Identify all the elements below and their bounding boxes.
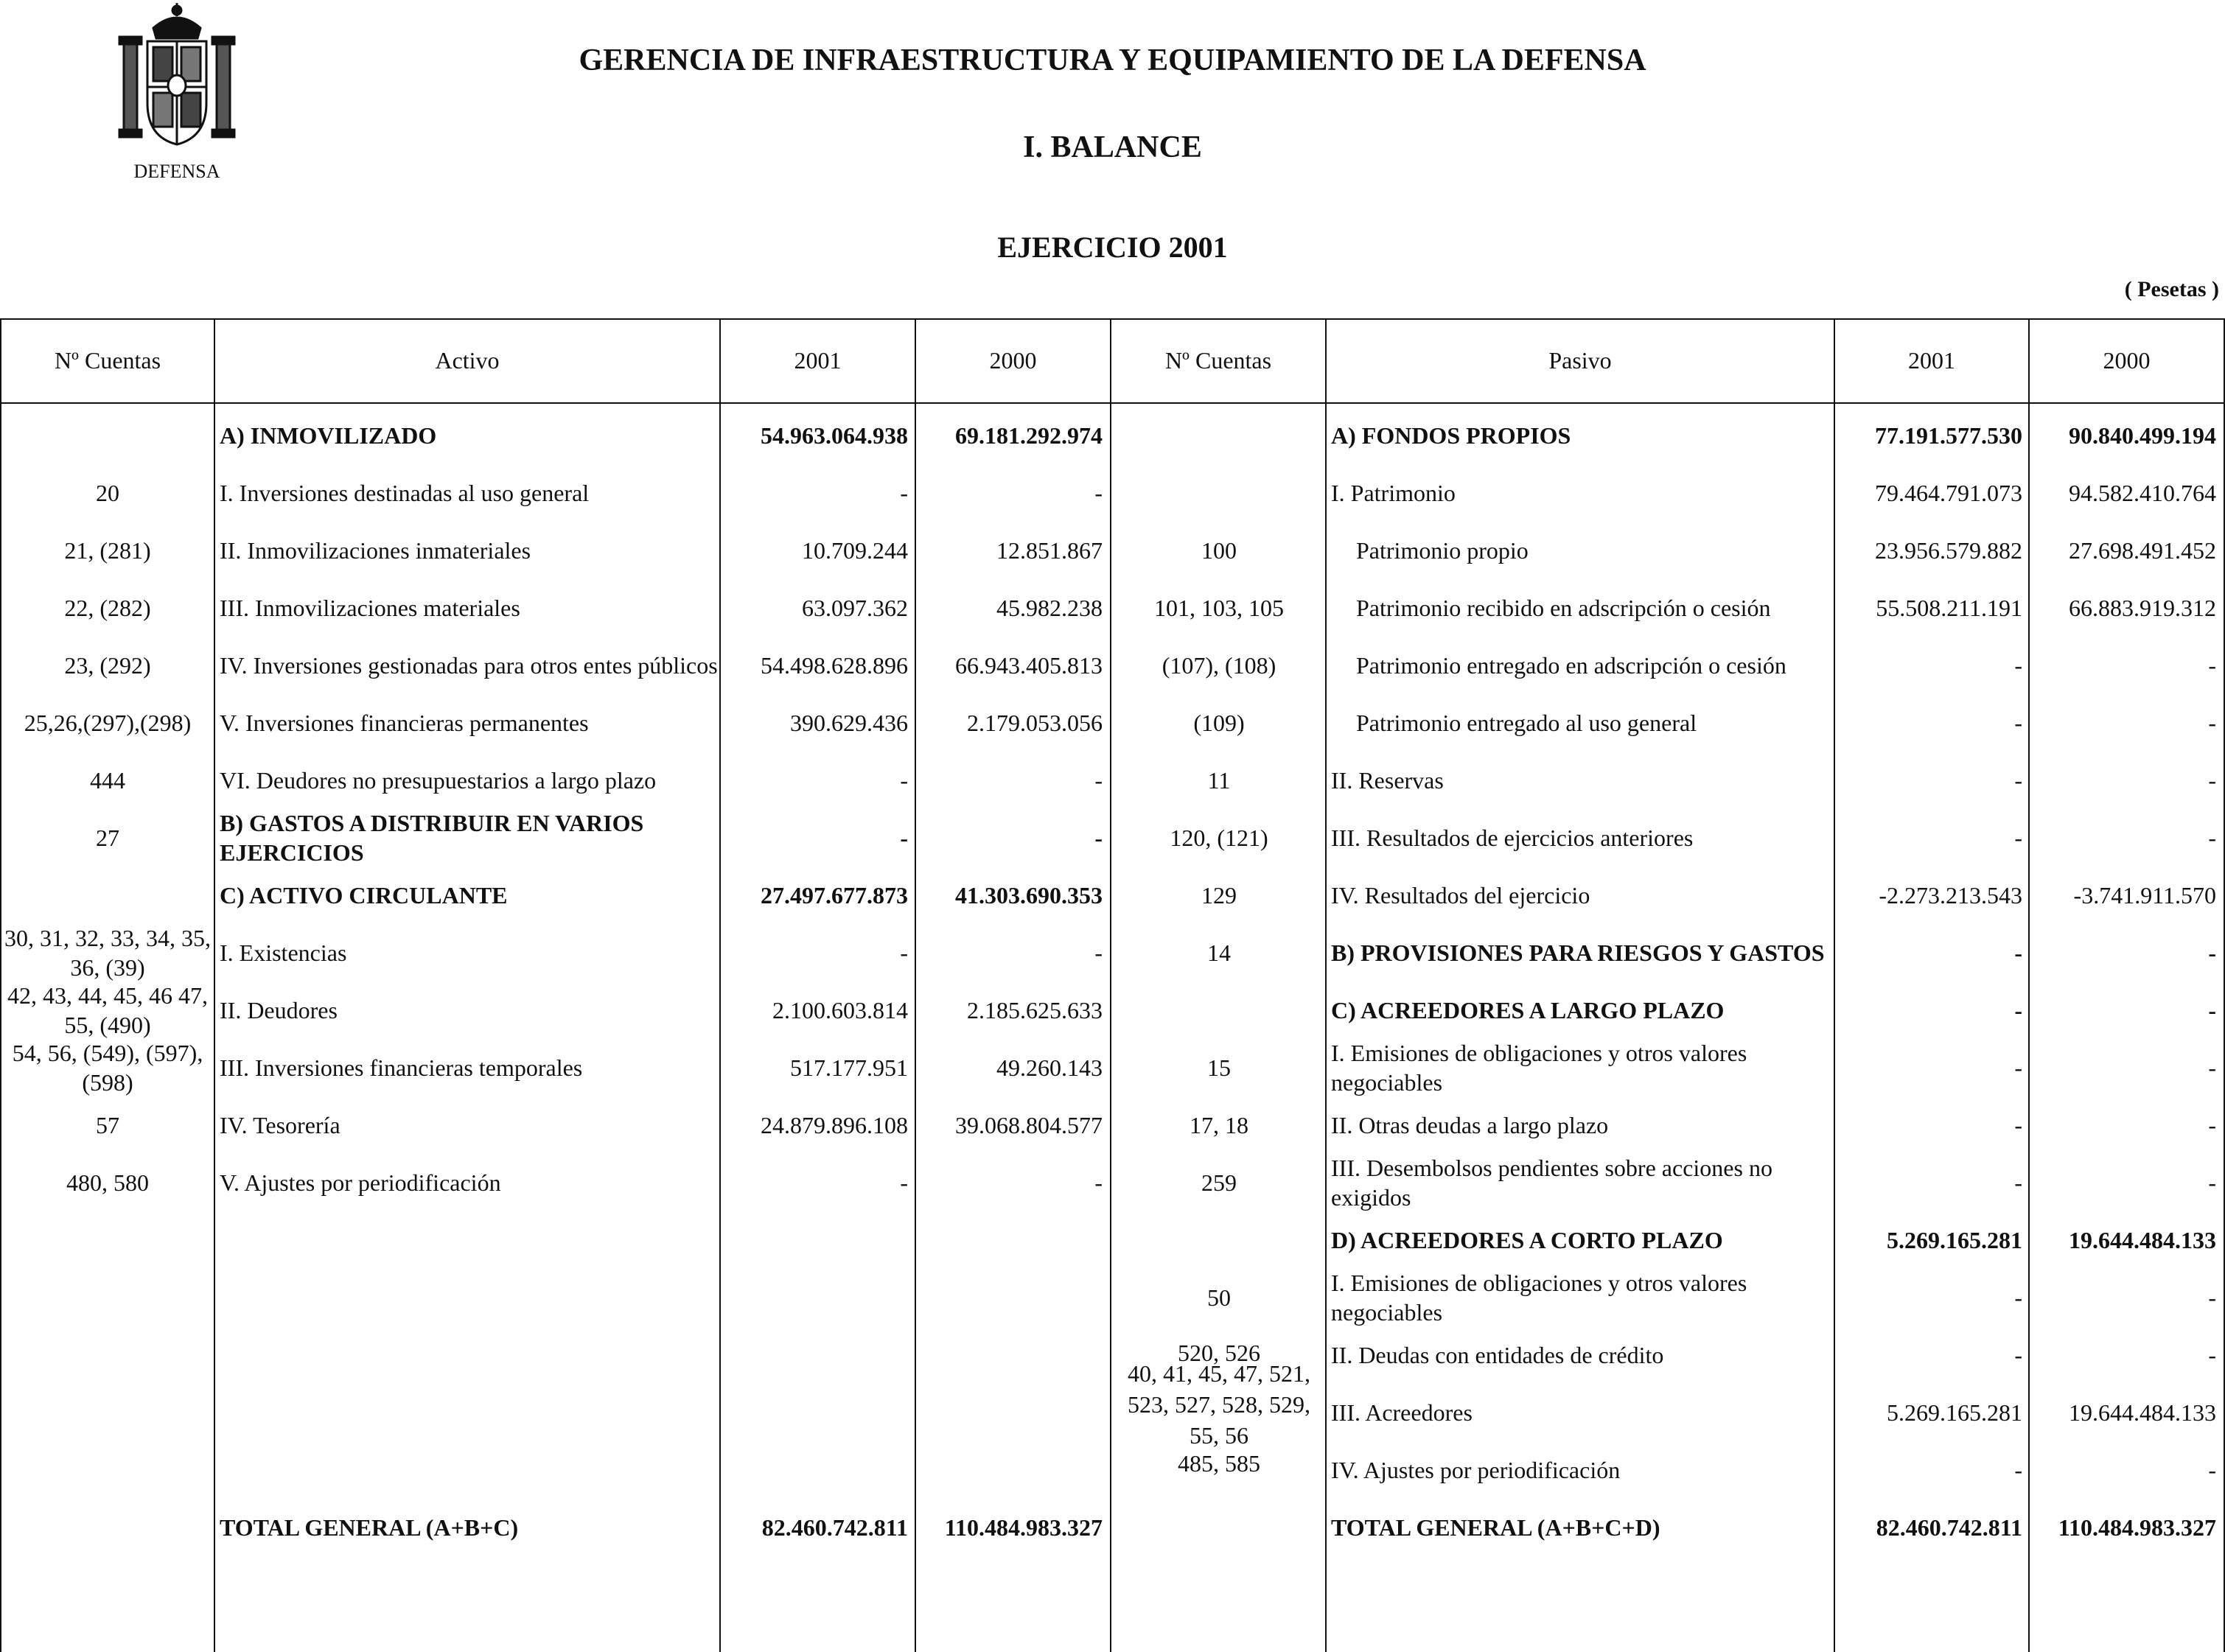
activo-2001: 390.629.436 [790,710,908,736]
pasivo-cuentas: 11 [1207,767,1231,794]
activo-2000: - [1094,1169,1103,1196]
activo-2000: - [1094,767,1103,794]
pasivo-cuentas: 520, 526 [1178,1340,1260,1366]
activo-cuentas: 42, 43, 44, 45, 46 47, 55, (490) [7,982,208,1038]
pasivo-label: I. Patrimonio [1331,480,1456,506]
activo-2001: 63.097.362 [802,595,908,621]
activo-2000: 41.303.690.353 [955,882,1103,909]
pasivo-label: II. Otras deudas a largo plazo [1331,1112,1609,1138]
activo-2000: - [1094,939,1103,966]
pasivo-cuentas [1113,407,1325,464]
pasivo-2000: 19.644.484.133 [2069,1399,2216,1426]
pasivo-label: I. Emisiones de obligaciones y otros valores negociables [1331,1040,1747,1096]
header-separator [0,402,2225,404]
column-divider [1325,318,1327,1652]
pasivo-label: D) ACREEDORES A CORTO PLAZO [1331,1227,1723,1253]
col-header-2001-pasivo: 2001 [1908,346,1955,374]
pasivo-2001: -2.273.213.543 [1879,882,2022,909]
pasivo-2000: - [2208,1342,2216,1368]
pasivo-2000: - [2208,997,2216,1023]
pasivo-2001: 77.191.577.530 [1875,422,2022,449]
activo-2001: - [900,767,908,794]
activo-label: II. Inmovilizaciones inmateriales [220,537,531,564]
pasivo-2000: - [2208,1169,2216,1196]
pasivo-2001: - [2014,652,2022,679]
pasivo-2001: - [2014,767,2022,794]
pasivo-cuentas [1113,1211,1325,1269]
activo-cuentas: 22, (282) [64,595,151,621]
col-header-2000-activo: 2000 [989,346,1037,374]
col-header-activo: Activo [435,346,500,374]
pasivo-label: Patrimonio recibido en adscripción o cesión [1356,595,1771,621]
activo-cuentas: 54, 56, (549), (597), (598) [12,1040,203,1096]
pasivo-2001: - [2014,939,2022,966]
activo-2000: 12.851.867 [996,537,1103,564]
pasivo-label: IV. Ajustes por periodificación [1331,1457,1621,1483]
activo-label: C) ACTIVO CIRCULANTE [220,882,508,909]
fiscal-year: EJERCICIO 2001 [997,231,1228,264]
pasivo-label: I. Emisiones de obligaciones y otros valores negociables [1331,1270,1747,1326]
pasivo-label: B) PROVISIONES PARA RIESGOS Y GASTOS [1331,939,1825,966]
activo-2000: - [1094,480,1103,506]
pasivo-2001: - [2014,825,2022,851]
activo-cuentas: 57 [96,1112,119,1138]
pasivo-label: A) FONDOS PROPIOS [1331,422,1571,449]
activo-cuentas: 25,26,(297),(298) [24,710,192,736]
col-header-2001-activo: 2001 [794,346,842,374]
activo-cuentas: 30, 31, 32, 33, 34, 35, 36, (39) [4,925,211,981]
activo-cuentas [1,1499,214,1556]
pasivo-cuentas: 100 [1201,537,1237,564]
pasivo-2000: - [2208,710,2216,736]
page-subtitle: I. BALANCE [1023,130,1202,164]
activo-2000: 66.943.405.813 [955,652,1103,679]
pasivo-label: II. Deudas con entidades de crédito [1331,1342,1664,1368]
activo-cuentas: 21, (281) [64,537,151,564]
pasivo-2000: - [2208,939,2216,966]
page-title: GERENCIA DE INFRAESTRUCTURA Y EQUIPAMIENTO DE LA DEFENSA [579,43,1646,77]
pasivo-cuentas: 17, 18 [1190,1112,1248,1138]
activo-label: III. Inversiones financieras temporales [220,1054,583,1081]
pasivo-total-2001: 82.460.742.811 [1876,1514,2022,1541]
currency-unit: ( Pesetas ) [2124,277,2219,301]
activo-cuentas [1,407,214,464]
pasivo-2001: 79.464.791.073 [1875,480,2022,506]
pasivo-2000: 94.582.410.764 [2069,480,2216,506]
pasivo-label: III. Acreedores [1331,1399,1473,1426]
pasivo-2000: 19.644.484.133 [2069,1227,2216,1253]
pasivo-label: III. Resultados de ejercicios anteriores [1331,825,1694,851]
activo-label: V. Ajustes por periodificación [220,1169,501,1196]
pasivo-2001: 23.956.579.882 [1875,537,2022,564]
activo-2001: 27.497.677.873 [761,882,908,909]
activo-label: VI. Deudores no presupuestarios a largo plazo [220,767,657,794]
activo-label: II. Deudores [220,997,338,1023]
pasivo-2000: 90.840.499.194 [2069,422,2216,449]
activo-2001: 24.879.896.108 [761,1112,908,1138]
pasivo-label: Patrimonio entregado en adscripción o cesión [1356,652,1786,679]
pasivo-2000: - [2208,825,2216,851]
pasivo-2000: - [2208,1054,2216,1081]
activo-cuentas: 20 [96,480,119,506]
pasivo-cuentas: (107), (108) [1162,652,1276,679]
pasivo-2001: - [2014,1284,2022,1311]
activo-2001: 54.963.064.938 [761,422,908,449]
activo-2001: - [900,480,908,506]
column-divider [1110,318,1111,1652]
pasivo-2000: 27.698.491.452 [2069,537,2216,564]
activo-label: III. Inmovilizaciones materiales [220,595,520,621]
pasivo-2001: 5.269.165.281 [1887,1399,2022,1426]
activo-2000: 2.179.053.056 [967,710,1103,736]
pasivo-cuentas: 14 [1207,939,1231,966]
column-divider [1834,318,1835,1652]
activo-2001: - [900,1169,908,1196]
activo-2000: 49.260.143 [996,1054,1103,1081]
activo-label: IV. Inversiones gestionadas para otros entes públicos [220,652,718,679]
activo-label: B) GASTOS A DISTRIBUIR EN VARIOS EJERCICIOS [220,810,644,866]
pasivo-total-2000: 110.484.983.327 [2058,1514,2216,1541]
pasivo-cuentas: (109) [1193,710,1245,736]
activo-2001: - [900,939,908,966]
pasivo-cuentas: 15 [1207,1054,1231,1081]
pasivo-cuentas [1113,1499,1325,1556]
col-header-cuentas-pasivo: Nº Cuentas [1164,346,1272,374]
pasivo-label: Patrimonio propio [1356,537,1529,564]
activo-cuentas [1,867,214,924]
pasivo-2000: - [2208,1112,2216,1138]
activo-2001: - [900,825,908,851]
pasivo-2001: - [2014,1342,2022,1368]
pasivo-label: C) ACREEDORES A LARGO PLAZO [1331,997,1725,1023]
pasivo-2001: - [2014,1112,2022,1138]
activo-label: IV. Tesorería [220,1112,340,1138]
pasivo-cuentas: 120, (121) [1170,825,1268,851]
activo-total-2001: 82.460.742.811 [761,1514,908,1541]
pasivo-2000: -3.741.911.570 [2073,882,2216,909]
pasivo-cuentas: 50 [1207,1284,1231,1311]
pasivo-cuentas: 129 [1201,882,1237,909]
pasivo-2001: - [2014,1457,2022,1483]
pasivo-cuentas: 40, 41, 45, 47, 521, 523, 527, 528, 529, 55, 56 [1128,1360,1310,1449]
activo-label: I. Inversiones destinadas al uso general [220,480,590,506]
pasivo-cuentas [1113,464,1325,522]
pasivo-2000: - [2208,1457,2216,1483]
activo-2000: 69.181.292.974 [955,422,1103,449]
pasivo-2000: - [2208,767,2216,794]
activo-2000: 45.982.238 [996,595,1103,621]
col-header-pasivo: Pasivo [1548,346,1612,374]
column-divider [719,318,721,1652]
crest-label: DEFENSA [133,161,220,182]
pasivo-label: IV. Resultados del ejercicio [1331,882,1590,909]
activo-label: I. Existencias [220,939,347,966]
activo-2000: 2.185.625.633 [967,997,1103,1023]
activo-label: A) INMOVILIZADO [220,422,437,449]
activo-2001: 10.709.244 [802,537,908,564]
pasivo-2001: 5.269.165.281 [1887,1227,2022,1253]
activo-total-label: TOTAL GENERAL (A+B+C) [220,1514,519,1541]
col-header-2000-pasivo: 2000 [2103,346,2151,374]
activo-cuentas: 27 [96,825,119,851]
activo-cuentas: 444 [90,767,125,794]
pasivo-label: II. Reservas [1331,767,1444,794]
activo-2000: - [1094,825,1103,851]
activo-2001: 2.100.603.814 [772,997,908,1023]
pasivo-2000: 66.883.919.312 [2069,595,2216,621]
pasivo-2000: - [2208,652,2216,679]
pasivo-2001: 55.508.211.191 [1876,595,2022,621]
pasivo-total-label: TOTAL GENERAL (A+B+C+D) [1331,1514,1660,1541]
pasivo-2001: - [2014,997,2022,1023]
activo-2001: 517.177.951 [790,1054,908,1081]
pasivo-cuentas: 101, 103, 105 [1154,595,1284,621]
column-divider [214,318,215,1652]
pasivo-2001: - [2014,1169,2022,1196]
pasivo-label: III. Desembolsos pendientes sobre acciones no exigidos [1331,1155,1772,1211]
activo-2000: 39.068.804.577 [955,1112,1103,1138]
pasivo-2001: - [2014,710,2022,736]
col-header-cuentas-activo: Nº Cuentas [54,346,161,374]
column-divider [915,318,916,1652]
pasivo-cuentas [1113,981,1325,1039]
pasivo-2001: - [2014,1054,2022,1081]
pasivo-cuentas: 485, 585 [1178,1450,1260,1477]
pasivo-label: Patrimonio entregado al uso general [1356,710,1697,736]
activo-label: V. Inversiones financieras permanentes [220,710,589,736]
column-divider [2028,318,2030,1652]
pasivo-cuentas: 259 [1201,1169,1237,1196]
pasivo-2000: - [2208,1284,2216,1311]
activo-total-2000: 110.484.983.327 [944,1514,1103,1541]
activo-2001: 54.498.628.896 [761,652,908,679]
activo-cuentas: 23, (292) [64,652,151,679]
activo-cuentas: 480, 580 [66,1169,149,1196]
